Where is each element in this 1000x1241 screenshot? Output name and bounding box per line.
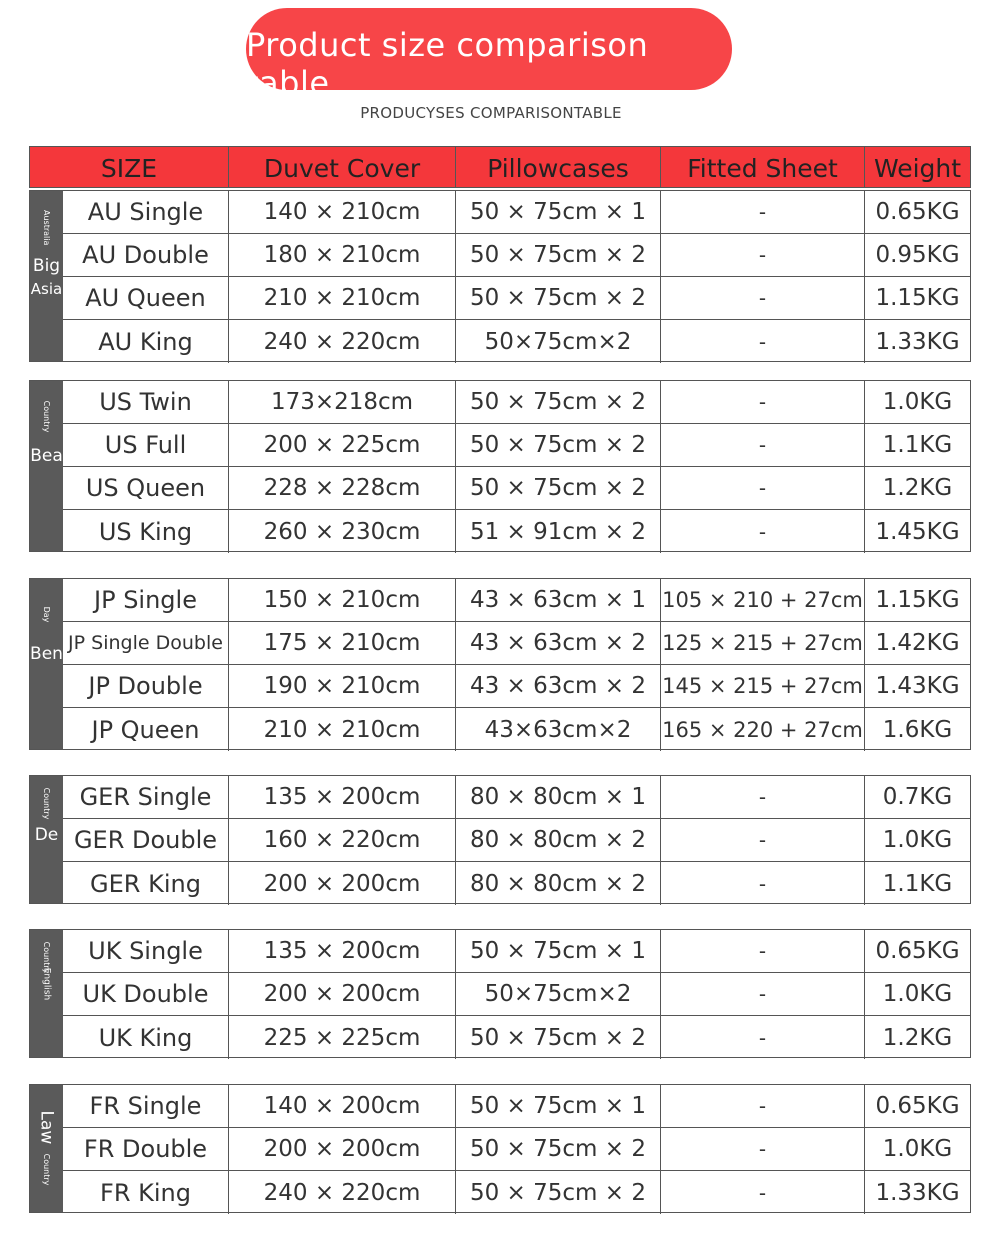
size-cell: US Queen <box>63 467 229 509</box>
size-cell: AU Single <box>63 191 229 233</box>
side-main-label: Big <box>32 256 61 277</box>
size-cell: UK King <box>63 1016 229 1059</box>
weight-cell: 0.65KG <box>875 199 960 225</box>
pillowcases-cell: 43×63cm×2 <box>456 708 661 751</box>
duvet-cover-cell: 200 × 225cm <box>229 424 456 466</box>
pillowcases-cell: 43 × 63cm × 2 <box>456 622 661 664</box>
weight-cell: 1.0KG <box>882 981 953 1007</box>
size-cell: FR Single <box>63 1085 229 1127</box>
weight-cell: 1.2KG <box>882 475 953 501</box>
table-row <box>63 467 970 510</box>
fitted-sheet-cell: - <box>661 973 865 1015</box>
weight-cell: 1.42KG <box>875 630 960 656</box>
pillowcases-cell: 80 × 80cm × 2 <box>456 862 661 905</box>
fitted-sheet-cell: 105 × 210 + 27cm <box>661 579 865 621</box>
weight-cell: 1.1KG <box>882 432 953 458</box>
size-cell: GER Double <box>63 819 229 861</box>
duvet-cover-cell: 135 × 200cm <box>229 776 456 818</box>
pillowcases-cell: 43 × 63cm × 2 <box>456 665 661 707</box>
duvet-cover-cell: 228 × 228cm <box>229 467 456 509</box>
duvet-cover-cell: 150 × 210cm <box>229 579 456 621</box>
duvet-cover-cell: 135 × 200cm <box>229 930 456 972</box>
table-row <box>63 191 970 234</box>
weight-cell: 1.45KG <box>875 518 960 545</box>
duvet-cover-cell: 160 × 220cm <box>229 819 456 861</box>
pillowcases-cell: 51 × 91cm × 2 <box>456 510 661 553</box>
group-side-label <box>30 930 63 1057</box>
pillowcases-cell: 50 × 75cm × 1 <box>456 930 661 972</box>
size-group <box>29 190 971 362</box>
fitted-sheet-cell: - <box>661 862 865 905</box>
weight-cell: 1.0KG <box>882 1136 953 1162</box>
page-subtitle: PRODUCYSES COMPARISONTABLE <box>360 104 622 122</box>
group-side-label <box>30 776 63 903</box>
table-row <box>63 1171 970 1214</box>
duvet-cover-cell: 180 × 210cm <box>229 234 456 276</box>
side-main-label: Bea <box>30 446 63 467</box>
table-header <box>29 146 971 188</box>
pillowcases-cell: 50 × 75cm × 2 <box>456 234 661 276</box>
size-cell: UK Single <box>63 930 229 972</box>
size-group <box>29 1084 971 1213</box>
fitted-sheet-cell: - <box>661 930 865 972</box>
duvet-cover-cell: 240 × 220cm <box>229 1171 456 1214</box>
fitted-sheet-cell: - <box>661 819 865 861</box>
group-side-label <box>30 579 63 749</box>
weight-cell: 1.1KG <box>882 870 953 897</box>
table-row <box>63 973 970 1016</box>
pillowcases-cell: 50 × 75cm × 2 <box>456 467 661 509</box>
pillowcases-cell: 50 × 75cm × 1 <box>456 1085 661 1127</box>
pillowcases-cell: 50 × 75cm × 2 <box>456 1016 661 1059</box>
size-cell: US Full <box>63 424 229 466</box>
table-row <box>63 622 970 665</box>
side-sub-label: Country <box>42 1153 51 1186</box>
size-cell: FR King <box>63 1171 229 1214</box>
side-sub-label: Australia <box>42 209 51 246</box>
side-main-label: Law <box>36 1110 57 1145</box>
size-cell: US King <box>63 510 229 553</box>
duvet-cover-cell: 210 × 210cm <box>229 277 456 319</box>
size-cell: AU Queen <box>63 277 229 319</box>
fitted-sheet-cell: - <box>661 1128 865 1170</box>
weight-cell: 1.33KG <box>875 328 960 355</box>
fitted-sheet-cell: 165 × 220 + 27cm <box>661 708 865 751</box>
table-row <box>63 579 970 622</box>
weight-cell: 0.65KG <box>875 1093 960 1119</box>
size-cell: FR Double <box>63 1128 229 1170</box>
side-sub-label: Day <box>42 606 51 623</box>
group-side-label <box>30 191 63 361</box>
duvet-cover-cell: 200 × 200cm <box>229 862 456 905</box>
group-side-label <box>30 381 63 551</box>
column-header-size: SIZE <box>30 147 229 187</box>
table-row <box>63 381 970 424</box>
duvet-cover-cell: 190 × 210cm <box>229 665 456 707</box>
table-row <box>63 320 970 363</box>
size-group <box>29 929 971 1058</box>
column-header-fitted-sheet: Fitted Sheet <box>661 147 865 187</box>
weight-cell: 0.7KG <box>882 784 953 810</box>
pillowcases-cell: 50×75cm×2 <box>456 973 661 1015</box>
table-row <box>63 862 970 905</box>
size-group <box>29 578 971 750</box>
table-row <box>63 1128 970 1171</box>
side-main-label: English <box>41 967 52 1001</box>
group-side-label <box>30 1085 63 1212</box>
table-row <box>63 277 970 320</box>
weight-cell: 1.15KG <box>875 587 960 613</box>
duvet-cover-cell: 260 × 230cm <box>229 510 456 553</box>
weight-cell: 1.15KG <box>875 285 960 311</box>
pillowcases-cell: 80 × 80cm × 1 <box>456 776 661 818</box>
table-row <box>63 776 970 819</box>
weight-cell: 1.2KG <box>882 1024 953 1051</box>
pillowcases-cell: 50 × 75cm × 2 <box>456 381 661 423</box>
duvet-cover-cell: 140 × 210cm <box>229 191 456 233</box>
duvet-cover-cell: 240 × 220cm <box>229 320 456 363</box>
fitted-sheet-cell: 145 × 215 + 27cm <box>661 665 865 707</box>
pillowcases-cell: 80 × 80cm × 2 <box>456 819 661 861</box>
fitted-sheet-cell: - <box>661 320 865 363</box>
weight-cell: 1.0KG <box>882 827 953 853</box>
fitted-sheet-cell: - <box>661 1085 865 1127</box>
column-header-duvet-cover: Duvet Cover <box>229 147 456 187</box>
duvet-cover-cell: 200 × 200cm <box>229 973 456 1015</box>
pillowcases-cell: 50 × 75cm × 2 <box>456 1128 661 1170</box>
fitted-sheet-cell: - <box>661 1171 865 1214</box>
column-header-weight: Weight <box>873 153 962 183</box>
side-main-label: De <box>34 825 59 846</box>
table-row <box>63 234 970 277</box>
pillowcases-cell: 50×75cm×2 <box>456 320 661 363</box>
size-cell: JP Double <box>63 665 229 707</box>
pillowcases-cell: 50 × 75cm × 2 <box>456 424 661 466</box>
fitted-sheet-cell: - <box>661 510 865 553</box>
duvet-cover-cell: 225 × 225cm <box>229 1016 456 1059</box>
size-cell: JP Single <box>63 579 229 621</box>
fitted-sheet-cell: - <box>661 191 865 233</box>
size-cell: GER Single <box>63 776 229 818</box>
fitted-sheet-cell: - <box>661 277 865 319</box>
size-cell: US Twin <box>63 381 229 423</box>
fitted-sheet-cell: - <box>661 381 865 423</box>
table-row <box>63 510 970 553</box>
table-row <box>63 424 970 467</box>
size-cell: GER King <box>63 862 229 905</box>
size-group <box>29 380 971 552</box>
size-cell: AU King <box>63 320 229 363</box>
weight-cell: 1.43KG <box>875 673 960 699</box>
weight-cell: 0.95KG <box>875 242 960 268</box>
size-cell: JP Queen <box>63 708 229 751</box>
pillowcases-cell: 43 × 63cm × 1 <box>456 579 661 621</box>
side-sub-label: Country <box>42 400 51 433</box>
fitted-sheet-cell: - <box>661 234 865 276</box>
table-row <box>63 930 970 973</box>
fitted-sheet-cell: - <box>661 424 865 466</box>
weight-cell: 1.0KG <box>882 389 953 415</box>
table-row <box>63 819 970 862</box>
fitted-sheet-cell: - <box>661 776 865 818</box>
duvet-cover-cell: 140 × 200cm <box>229 1085 456 1127</box>
table-row <box>63 1085 970 1128</box>
fitted-sheet-cell: - <box>661 1016 865 1059</box>
table-row <box>63 665 970 708</box>
weight-cell: 0.65KG <box>875 938 960 964</box>
fitted-sheet-cell: 125 × 215 + 27cm <box>661 622 865 664</box>
size-cell: UK Double <box>63 973 229 1015</box>
duvet-cover-cell: 200 × 200cm <box>229 1128 456 1170</box>
weight-cell: 1.33KG <box>875 1179 960 1206</box>
duvet-cover-cell: 210 × 210cm <box>229 708 456 751</box>
page-title: Product size comparison table <box>246 8 732 90</box>
size-cell: JP Single Double <box>63 622 229 664</box>
side-sub-label: Country <box>42 787 51 820</box>
column-header-pillowcases: Pillowcases <box>456 147 661 187</box>
duvet-cover-cell: 173×218cm <box>229 381 456 423</box>
table-row <box>63 1016 970 1059</box>
size-group <box>29 775 971 904</box>
side-main-label: Ben <box>30 644 63 665</box>
size-cell: AU Double <box>63 234 229 276</box>
duvet-cover-cell: 175 × 210cm <box>229 622 456 664</box>
weight-cell: 1.6KG <box>882 716 953 743</box>
side-extra-label: Asia <box>30 280 63 299</box>
side-sub-label: Country <box>42 941 51 974</box>
table-row <box>63 708 970 751</box>
pillowcases-cell: 50 × 75cm × 2 <box>456 277 661 319</box>
fitted-sheet-cell: - <box>661 467 865 509</box>
pillowcases-cell: 50 × 75cm × 1 <box>456 191 661 233</box>
pillowcases-cell: 50 × 75cm × 2 <box>456 1171 661 1214</box>
